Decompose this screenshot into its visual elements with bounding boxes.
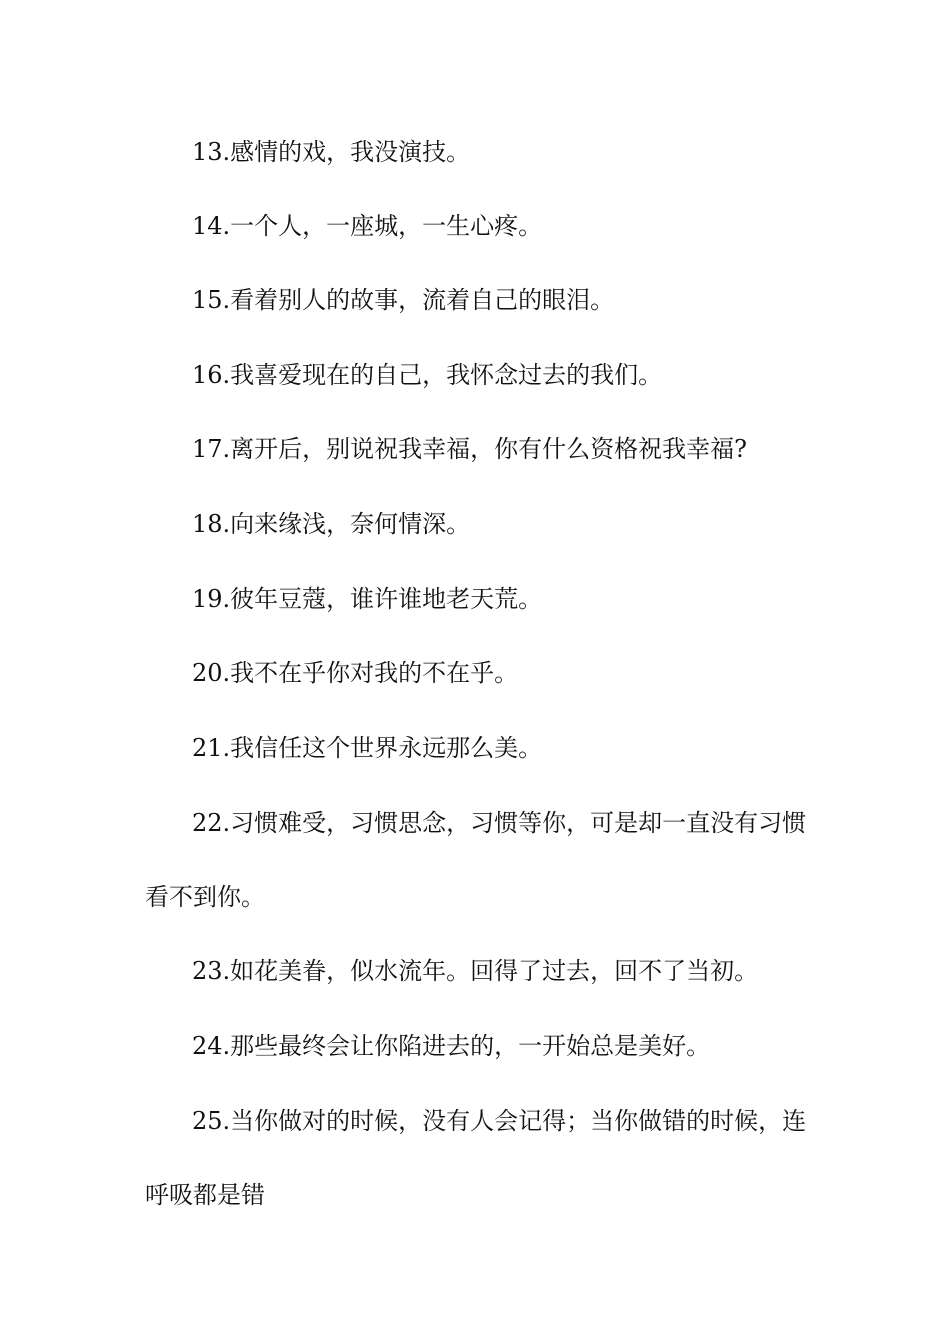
paragraph-15: 15.看着别人的故事，流着自己的眼泪。 bbox=[192, 286, 615, 314]
paragraph-16: 16.我喜爱现在的自己，我怀念过去的我们。 bbox=[192, 361, 663, 389]
paragraph-19: 19.彼年豆蔻，谁许谁地老天荒。 bbox=[192, 585, 543, 613]
paragraph-25: 25.当你做对的时候，没有人会记得；当你做错的时候，连呼吸都是错 bbox=[145, 1107, 807, 1209]
paragraph-22: 22.习惯难受，习惯思念，习惯等你，可是却一直没有习惯看不到你。 bbox=[145, 809, 807, 911]
paragraph-13: 13.感情的戏，我没演技。 bbox=[192, 138, 471, 166]
paragraph-18: 18.向来缘浅，奈何情深。 bbox=[192, 510, 471, 538]
paragraph-17: 17.离开后，别说祝我幸福，你有什么资格祝我幸福? bbox=[192, 435, 748, 463]
paragraph-21: 21.我信任这个世界永远那么美。 bbox=[192, 734, 543, 762]
paragraph-23: 23.如花美眷，似水流年。回得了过去，回不了当初。 bbox=[192, 957, 759, 985]
paragraph-20: 20.我不在乎你对我的不在乎。 bbox=[192, 659, 519, 687]
paragraph-14: 14.一个人，一座城，一生心疼。 bbox=[192, 212, 543, 240]
paragraph-24: 24.那些最终会让你陷进去的，一开始总是美好。 bbox=[192, 1032, 711, 1060]
